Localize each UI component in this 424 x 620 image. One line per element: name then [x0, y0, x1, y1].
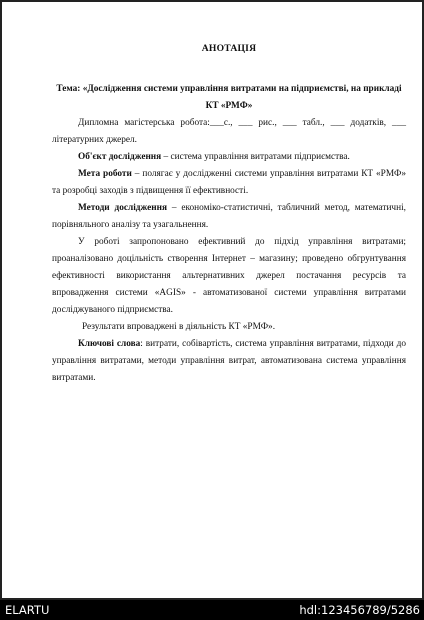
methods-paragraph: [52, 200, 406, 234]
object-text: – система управління витратами підприємства.: [161, 152, 350, 162]
goal-text: – полягає у дослідженні системи управління витратами КТ «РМФ» та розробці заходів з підвищення її ефективності.: [52, 169, 406, 196]
keywords-label: Ключові слова: [78, 339, 141, 349]
results-paragraph: Результати впроваджені в діяльність КТ «РМФ».: [82, 322, 276, 332]
object-paragraph: [52, 149, 406, 166]
document-content: [52, 40, 406, 387]
methods-text: – економіко-статистичні, табличний метод, математичні, порівняльного аналізу та узагальнення.: [52, 203, 406, 230]
work-paragraph: У роботі запропоновано ефективний до підхід управління витратами; проаналізовано доцільність створення Інтернет – магазину; проведено обгрунтування ефективності використання альтернативних джерел постачання ресурсів та впровадження системи «AGIS» - автоматизованої системи управління витратами досліджуваного підприємства.: [52, 237, 406, 315]
goal-paragraph: [52, 166, 406, 200]
handle-link[interactable]: hdl:123456789/5286: [299, 603, 420, 617]
footer-bar: [0, 600, 424, 620]
repository-name: ELARTU: [5, 603, 50, 617]
goal-label: Мета роботи: [78, 169, 132, 179]
topic-line: Тема: «Дослідження системи управління витратами на підприємстві, на прикладі КТ «РМФ»: [56, 84, 402, 111]
object-label: Об'єкт дослідження: [78, 152, 162, 162]
keywords-text: : витрати, собівартість, система управління витратами, підходи до управління витратами, методи управління витрат, автоматизована система управління витратами.: [52, 339, 406, 383]
keywords-paragraph: [52, 336, 406, 387]
thesis-stats-paragraph: Дипломна магістерська робота:___с., ___ рис., ___ табл., ___ додатків, ___ літературних джерел.: [52, 118, 406, 145]
methods-label: Методи дослідження: [78, 203, 167, 213]
page-title: АНОТАЦІЯ: [201, 43, 257, 54]
